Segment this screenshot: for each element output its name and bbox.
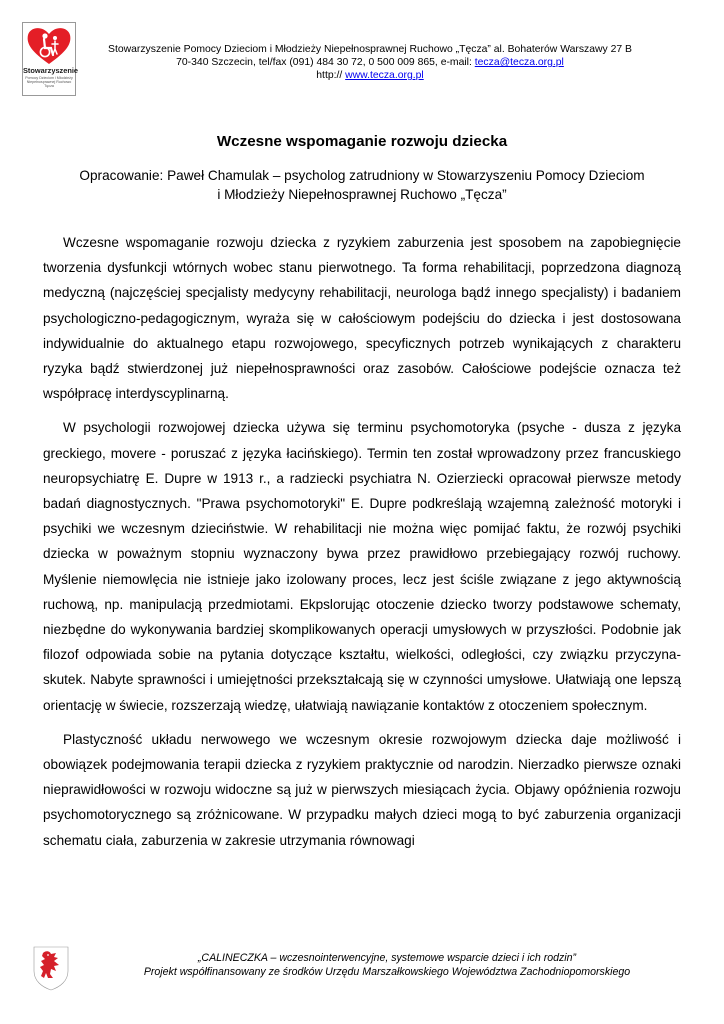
logo-sub-line: Niepełnosprawnej Ruchowo <box>26 80 72 85</box>
griffin-emblem-icon <box>32 945 70 991</box>
org-contact-line <box>78 56 662 69</box>
website-prefix: http:// <box>316 70 346 81</box>
email-link[interactable]: tecza@tecza.org.pl <box>474 57 564 68</box>
organization-logo <box>22 22 79 96</box>
body-paragraph: Wczesne wspomaganie rozwoju dziecka z ryzykiem zaburzenia jest sposobem na zapobiegnięcie tworzenia dysfunkcji wtórnych wobec stanu pierwotnego. Ta forma rehabilitacji, poprzedzona diagnozą medyczną (najczęściej specjalisty medycyny rehabilitacji, neurologa bądź innego specjalisty) i badaniem psychologiczno-pedagogicznym, wyraża się w całościowym podejściu do dziecka i jest dostosowana indywidualnie do aktualnego etapu rozwojowego, specyficznych potrzeb wynikających z charakteru ryzyka bądź stwierdzonej już niepełnosprawności oraz zasobów. Całościowe podejście oznacza też współpracę interdyscyplinarną. <box>43 235 681 402</box>
logo-name: Stowarzyszenie <box>23 66 79 75</box>
logo-subtitle <box>25 76 73 89</box>
heart-logo-icon <box>24 24 74 68</box>
organization-header <box>78 43 662 82</box>
document-title: Wczesne wspomaganie rozwoju dziecka <box>216 133 508 150</box>
authors-line: Opracowanie: Paweł Chamulak – psycholog zatrudniony w Stowarzyszeniu Pomocy Dzieciom <box>79 168 645 183</box>
org-website-line <box>78 69 662 82</box>
document-authors <box>40 166 684 204</box>
logo-sub-line: Pomocy Dzieciom i Młodzieży <box>25 76 73 80</box>
org-contact-text: 70-340 Szczecin, tel/fax (091) 484 30 72, 0 500 009 865, e-mail: <box>176 57 475 68</box>
logo-sub-line: Tęcza <box>44 84 54 89</box>
body-paragraph: Plastyczność układu nerwowego we wczesnym okresie rozwojowym dziecka daje możliwość i obowiązek podejmowania terapii dziecka z ryzykiem praktycznie od narodzin. Nierzadko pierwsze oznaki nieprawidłowości w rozwoju widoczne są już w pierwszych miesiącach życia. Objawy opóźnienia rozwoju psychomotorycznego są zróżnicowane. W przypadku małych dzieci mogą to być zaburzenia organizacji schematu ciała, zaburzenia w zakresie utrzymania równowagi <box>43 731 681 848</box>
authors-line: i Młodzieży Niepełnosprawnej Ruchowo „Tęcza” <box>217 187 507 202</box>
org-address-line: Stowarzyszenie Pomocy Dzieciom i Młodzieży Niepełnosprawnej Ruchowo „Tęcza” al. Bohaterów Warszawy 27 B <box>108 44 632 55</box>
website-link[interactable]: www.tecza.org.pl <box>345 70 424 81</box>
page-footer <box>72 952 702 979</box>
footer-project-name: „CALINECZKA – wczesnointerwencyjne, systemowe wsparcie dzieci i ich rodzin” <box>197 952 577 964</box>
footer-funding-note: Projekt współfinansowany ze środków Urzędu Marszałkowskiego Województwa Zachodniopomorskiego <box>143 965 631 978</box>
document-body <box>43 230 681 862</box>
body-paragraph: W psychologii rozwojowej dziecka używa się terminu psychomotoryka (psyche - dusza z języka greckiego, movere - poruszać z języka łacińskiego). Termin ten został wprowadzony przez francuskiego neuropsychiatrę E. Dupre w 1913 r., a radziecki psychiatra N. Ozierziecki opracował pierwsze metody badań diagnostycznych. "Prawa psychomotoryki" E. Dupre podkreślają wzajemną zależność motoryki i psychiki we wczesnym dzieciństwie. W rehabilitacji nie można więc pomijać faktu, że rozwój psychiki dziecka w poważnym stopniu wyznaczony bywa przez prawidłowo przebiegający rozwój ruchowy. Myślenie niemowlęcia nie istnieje jako izolowany proces, lecz jest ściśle związane z jego aktywnością ruchową, np. manipulacją przedmiotami. Ekpslorując otoczenie dziecko tworzy podstawowe schematy, niezbędne do wykonywania bardziej skomplikowanych operacji umysłowych w przyszłości. Podobnie jak filozof odpowiada sobie na pytania dotyczące kształtu, wielkości, odległości, czy związku przyczyna-skutek. Nabyte sprawności i umiejętności przekształcają się w czynności umysłowe. Ułatwiają one lepszą orientację w świecie, rozszerzają wiedzę, ułatwiają nawiązanie kontaktów z otoczeniem społecznym. <box>43 420 681 713</box>
